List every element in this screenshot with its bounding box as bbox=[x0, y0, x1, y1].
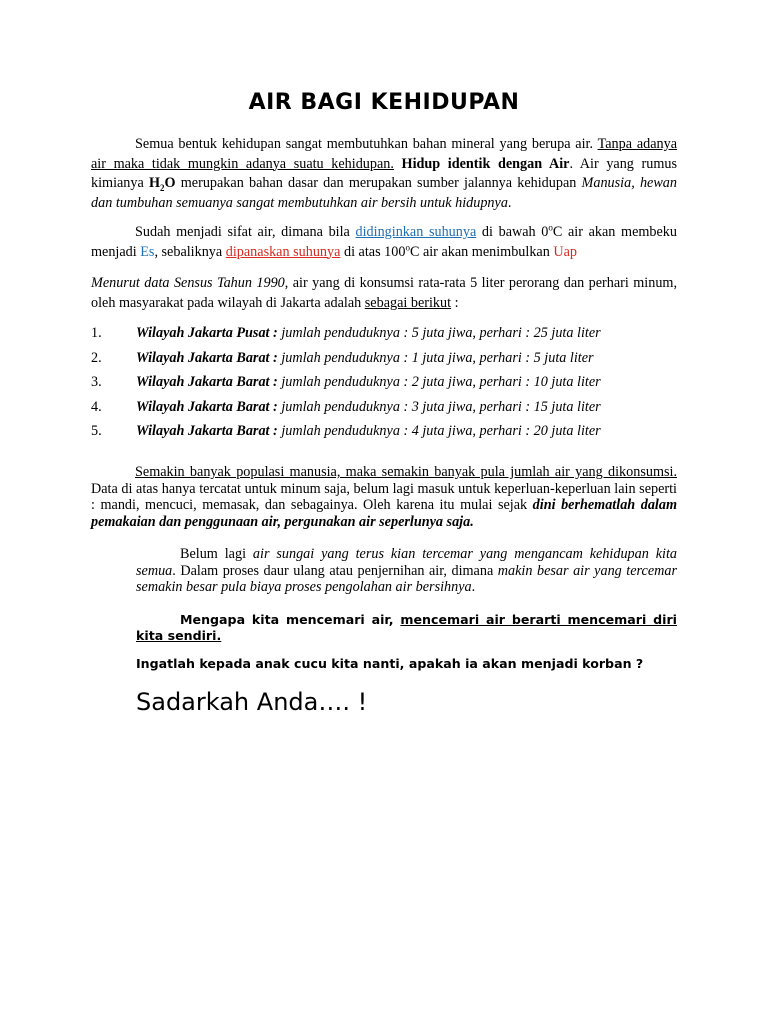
degree-sup: o bbox=[548, 222, 553, 233]
text: C air akan membeku menjadi bbox=[91, 224, 677, 260]
text: . Dalam proses daur ulang atau penjernihan air, dimana bbox=[172, 562, 498, 579]
text: . bbox=[507, 194, 512, 211]
underlined-text: Semakin banyak populasi manusia, maka semakin banyak pula jumlah air yang dikonsumsi. bbox=[135, 464, 677, 480]
region-detail: jumlah penduduknya : 5 juta jiwa, perhari : 25 juta liter bbox=[277, 325, 601, 341]
text: : bbox=[451, 294, 459, 311]
text: di bawah 0 bbox=[476, 224, 549, 240]
region-detail: jumlah penduduknya : 2 juta jiwa, perhari : 10 juta liter bbox=[277, 374, 601, 391]
text: Semua bentuk kehidupan sangat membutuhkan bahan mineral yang berupa air. bbox=[135, 136, 598, 152]
bold-text: Hidup identik dengan Air bbox=[393, 155, 570, 172]
list-number: 4. bbox=[91, 398, 102, 415]
text: . Air yang rumus kimianya bbox=[91, 155, 677, 191]
list-item bbox=[91, 323, 691, 348]
link-didinginkan[interactable]: didinginkan suhunya bbox=[355, 224, 477, 240]
list-number: 3. bbox=[91, 374, 102, 391]
region-name: Wilayah Jakarta Barat : bbox=[136, 349, 278, 366]
region-name: Wilayah Jakarta Pusat : bbox=[136, 325, 278, 341]
paragraph-properties bbox=[91, 223, 677, 262]
region-list bbox=[91, 323, 691, 446]
italic-text: makin besar air yang tercemar semakin besar pula biaya proses pengolahan air bersihnya bbox=[136, 562, 677, 595]
text: . bbox=[471, 579, 476, 595]
region-detail: jumlah penduduknya : 1 juta jiwa, perhari : 5 juta liter bbox=[277, 349, 594, 366]
italic-text: Menurut data Sensus Tahun 1990 bbox=[91, 275, 285, 291]
paragraph-intro bbox=[91, 135, 677, 213]
list-item bbox=[91, 397, 691, 422]
closing-text: Sadarkah Anda…. ! bbox=[136, 688, 368, 716]
text: , sebaliknya bbox=[154, 243, 226, 260]
es-text: Es bbox=[140, 243, 155, 260]
text: Belum lagi bbox=[180, 546, 253, 562]
text: di atas 100 bbox=[340, 243, 406, 260]
paragraph-question bbox=[136, 612, 677, 644]
paragraph-reminder: Ingatlah kepada anak cucu kita nanti, apakah ia akan menjadi korban ? bbox=[136, 656, 644, 671]
text: C air akan menimbulkan bbox=[409, 243, 554, 260]
text: Data di atas hanya tercatat untuk minum saja, belum lagi masuk untuk keperluan-keperluan lain seperti : mandi, mencuci, memasak, dan sebagainya. Oleh karena itu mulai sejak bbox=[91, 480, 677, 513]
list-item bbox=[91, 348, 691, 373]
paragraph-census bbox=[91, 274, 677, 313]
underlined-text: Tanpa adanya air maka tidak mungkin adanya suatu kehidupan. bbox=[91, 136, 677, 172]
list-number: 1. bbox=[91, 325, 102, 341]
uap-text: Uap bbox=[553, 243, 577, 260]
text: Sudah menjadi sifat air, dimana bila bbox=[135, 224, 356, 240]
list-item bbox=[91, 421, 691, 446]
underlined-text: sebagai berikut bbox=[364, 294, 452, 311]
h2o-formula: $H_2O$ bbox=[148, 175, 176, 193]
region-detail: jumlah penduduknya : 3 juta jiwa, perhari : 15 juta liter bbox=[277, 398, 601, 415]
list-number: 2. bbox=[91, 349, 102, 366]
link-dipanaskan[interactable]: dipanaskan suhunya bbox=[225, 243, 341, 260]
document-title: AIR BAGI KEHIDUPAN bbox=[248, 90, 520, 115]
text: Mengapa kita mencemari air, bbox=[180, 612, 401, 627]
region-name: Wilayah Jakarta Barat : bbox=[136, 398, 278, 415]
degree-sup: o bbox=[405, 241, 410, 252]
list-item bbox=[91, 372, 691, 397]
italic-text: air sungai yang terus kian tercemar yang mengancam kehidupan kita semua bbox=[136, 546, 678, 579]
text: merupakan bahan dasar dan merupakan sumber jalannya kehidupan bbox=[175, 175, 582, 191]
bold-italic-text: dini berhematlah dalam pemakaian dan penggunaan air, pergunakan air seperlunya saja. bbox=[91, 497, 677, 530]
region-name: Wilayah Jakarta Barat : bbox=[136, 423, 278, 440]
region-detail: jumlah penduduknya : 4 juta jiwa, perhari : 20 juta liter bbox=[277, 423, 601, 440]
paragraph-pollution bbox=[136, 546, 677, 596]
text: , air yang di konsumsi rata-rata 5 liter perorang dan perhari minum, oleh masyarakat pada wilayah di Jakarta adalah bbox=[91, 275, 678, 311]
region-name: Wilayah Jakarta Barat : bbox=[136, 374, 278, 391]
italic-text: Manusia, hewan dan tumbuhan semuanya sangat membutuhkan air bersih untuk hidupnya bbox=[91, 175, 677, 211]
list-number: 5. bbox=[91, 423, 102, 440]
underlined-text: mencemari air berarti mencemari diri kita sendiri. bbox=[136, 612, 677, 643]
paragraph-consumption bbox=[91, 464, 677, 530]
